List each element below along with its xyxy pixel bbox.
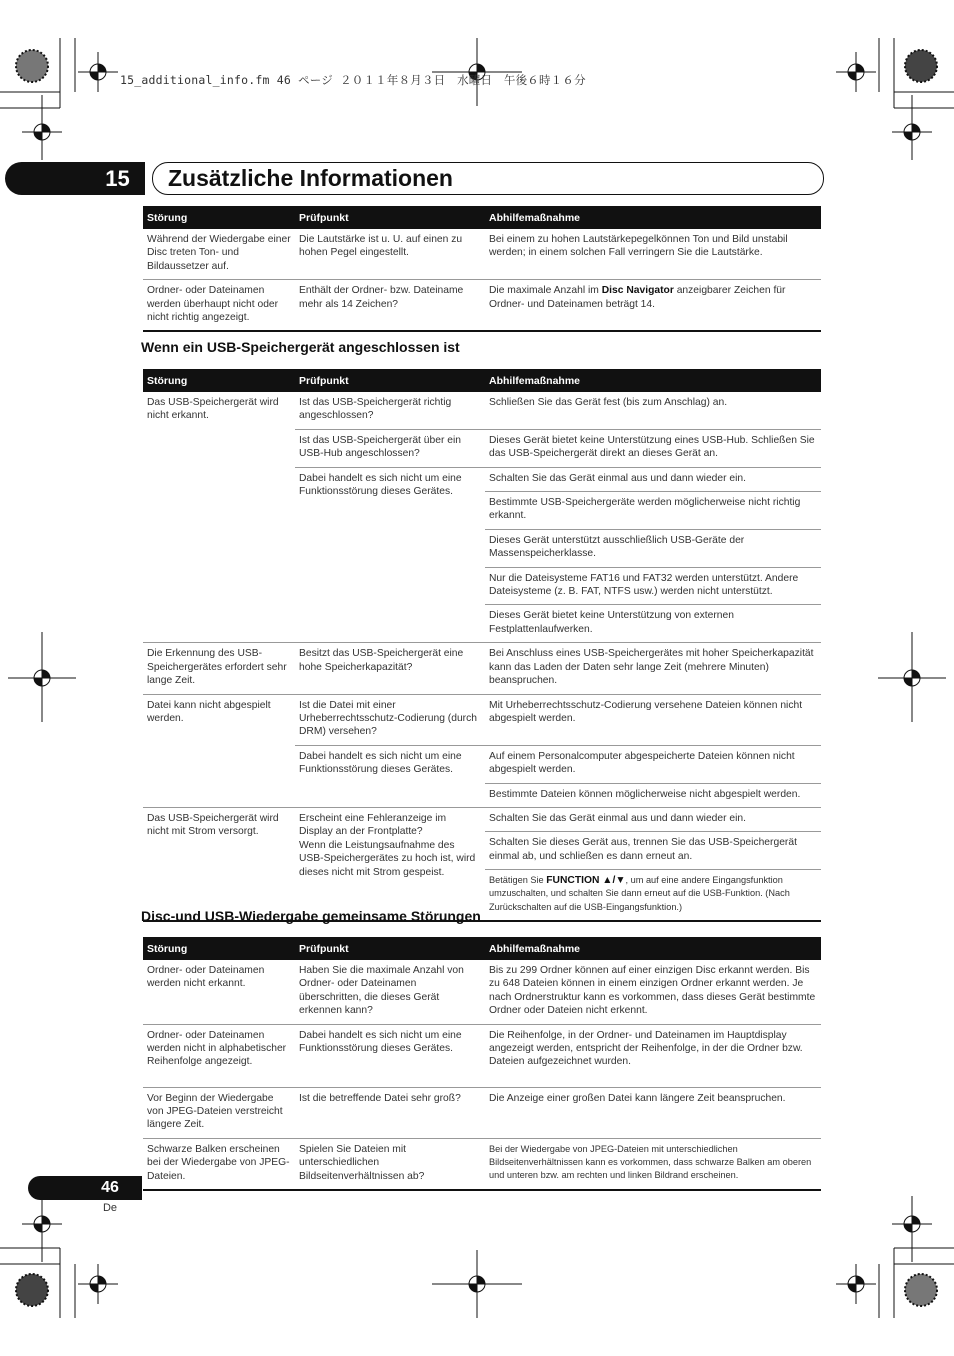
page-language: De xyxy=(102,1202,118,1214)
table-row xyxy=(143,807,821,831)
cell-problem: Ordner- oder Dateinamen werden nicht in alphabetischer Reihenfolge angezeigt. xyxy=(143,1024,295,1087)
cell-remedy: Dieses Gerät bietet keine Unterstützung eines USB-Hub. Schließen Sie das USB-Speichergerät direkt an dieses Gerät an. xyxy=(485,429,821,467)
chapter-number: 15 xyxy=(105,166,130,191)
cell-remedy: Schalten Sie das Gerät einmal aus und dann wieder ein. xyxy=(485,467,821,491)
header-stoerung: Störung xyxy=(143,937,295,960)
troubleshooting-table-common xyxy=(143,937,821,1191)
cell-check: Dabei handelt es sich nicht um eine Funktionsstörung dieses Gerätes. xyxy=(295,1024,485,1087)
cell-remedy: Schalten Sie dieses Gerät aus, trennen Sie das USB-Speichergerät einmal ab, und schließen es dann erneut an. xyxy=(485,832,821,870)
table-row xyxy=(143,1087,821,1138)
cell-remedy: Mit Urheberrechtsschutz-Codierung versehene Dateien können nicht abgespielt werden. xyxy=(485,694,821,745)
cell-check: Enthält der Ordner- bzw. Dateiname mehr als 14 Zeichen? xyxy=(295,280,485,332)
header-abhilfe: Abhilfemaßnahme xyxy=(485,937,821,960)
cell-problem: Das USB-Speichergerät wird nicht mit Strom versorgt. xyxy=(143,807,295,920)
remedy-text: anzeigbarer Zeichen für Ordner- und Dateinamen beträgt 14. xyxy=(489,285,786,310)
cell-remedy xyxy=(485,280,821,332)
cell-remedy: Schließen Sie das Gerät fest (bis zum Anschlag) an. xyxy=(485,392,821,429)
disc-navigator-term: Disc Navigator xyxy=(601,285,674,297)
header-pruefpunkt: Prüfpunkt xyxy=(295,369,485,392)
cell-check: Spielen Sie Dateien mit unterschiedlichen Bildseitenverhältnissen ab? xyxy=(295,1138,485,1190)
cell-problem: Ordner- oder Dateinamen werden nicht erkannt. xyxy=(143,960,295,1024)
cell-problem: Das USB-Speichergerät wird nicht erkannt. xyxy=(143,392,295,643)
section-heading-common: Disc-und USB-Wiedergabe gemeinsame Störungen xyxy=(141,908,481,924)
print-slug: 15_additional_info.fm 46 ページ ２０１１年８月３日 水曜日 午後６時１６分 xyxy=(120,73,586,87)
header-pruefpunkt: Prüfpunkt xyxy=(295,206,485,229)
function-key-term: FUNCTION ▲/▼ xyxy=(546,875,626,887)
table-row xyxy=(143,960,821,1024)
page-number: 46 xyxy=(101,1179,119,1196)
cell-remedy: Bestimmte USB-Speichergeräte werden möglicherweise nicht richtig erkannt. xyxy=(485,492,821,530)
header-pruefpunkt: Prüfpunkt xyxy=(295,937,485,960)
cell-check: Ist die betreffende Datei sehr groß? xyxy=(295,1087,485,1138)
remedy-text: Die maximale Anzahl im xyxy=(489,285,602,297)
cell-problem: Während der Wiedergabe einer Disc treten Ton- und Bildaussetzer auf. xyxy=(143,229,295,280)
section-heading-usb: Wenn ein USB-Speichergerät angeschlossen ist xyxy=(141,339,460,355)
table-header xyxy=(143,369,821,392)
cell-remedy: Nur die Dateisysteme FAT16 und FAT32 werden unterstützt. Andere Dateisysteme (z. B. FAT, NTFS usw.) werden nicht unterstützt. xyxy=(485,567,821,605)
cell-remedy: Dieses Gerät bietet keine Unterstützung von externen Festplattenlaufwerken. xyxy=(485,605,821,643)
table-row xyxy=(143,1138,821,1190)
table-row xyxy=(143,229,821,280)
cell-remedy: Bei der Wiedergabe von JPEG-Dateien mit unterschiedlichen Bildseitenverhältnissen kann es vorkommen, dass schwarze Balken am oberen und unteren bzw. am rechten und linken Bildrand erscheinen. xyxy=(485,1138,821,1190)
cell-remedy: Bestimmte Dateien können möglicherweise nicht abgespielt werden. xyxy=(485,783,821,807)
cell-remedy: Bei einem zu hohen Lautstärkepegelkönnen Ton und Bild unstabil werden; in einem solchen Fall verringern Sie die Lautstärke. xyxy=(485,229,821,280)
header-stoerung: Störung xyxy=(143,206,295,229)
cell-check: Besitzt das USB-Speichergerät eine hohe Speicherkapazität? xyxy=(295,643,485,694)
cell-check: Dabei handelt es sich nicht um eine Funktionsstörung dieses Gerätes. xyxy=(295,467,485,643)
table-row xyxy=(143,280,821,332)
cell-problem: Schwarze Balken erscheinen bei der Wiedergabe von JPEG-Dateien. xyxy=(143,1138,295,1190)
cell-remedy: Bis zu 299 Ordner können auf einer einzigen Disc erkannt werden. Bis zu 648 Dateien können in einem einzigen Ordner erkannt werden. Je nach Ordnerstruktur kann es vorkommen, dass dieses Gerät bestimmte Ordner oder Dateien nicht erkennt. xyxy=(485,960,821,1024)
remedy-text: Betätigen Sie xyxy=(489,875,547,886)
cell-remedy: Bei Anschluss eines USB-Speichergerätes mit hoher Speicherkapazität kann das Laden der Daten sehr lange Zeit (mehrere Minuten) beanspruchen. xyxy=(485,643,821,694)
table-header xyxy=(143,937,821,960)
table-header xyxy=(143,206,821,229)
table-row xyxy=(143,1024,821,1087)
cell-check: Ist das USB-Speichergerät über ein USB-Hub angeschlossen? xyxy=(295,429,485,467)
header-stoerung: Störung xyxy=(143,369,295,392)
cell-remedy: Die Anzeige einer großen Datei kann längere Zeit beanspruchen. xyxy=(485,1087,821,1138)
chapter-title: Zusätzliche Informationen xyxy=(168,165,453,191)
header-abhilfe: Abhilfemaßnahme xyxy=(485,369,821,392)
cell-check: Haben Sie die maximale Anzahl von Ordner- oder Dateinamen überschritten, die dieses Gerät erkennen kann? xyxy=(295,960,485,1024)
table-row xyxy=(143,694,821,745)
cell-check: Dabei handelt es sich nicht um eine Funktionsstörung dieses Gerätes. xyxy=(295,745,485,807)
cell-problem: Die Erkennung des USB-Speichergerätes erfordert sehr lange Zeit. xyxy=(143,643,295,694)
header-abhilfe: Abhilfemaßnahme xyxy=(485,206,821,229)
cell-remedy: Die Reihenfolge, in der Ordner- und Dateinamen im Hauptdisplay angezeigt werden, entspricht der Reihenfolge, in der die Ordner bzw. Dateien aufgezeichnet wurden. xyxy=(485,1024,821,1087)
table-row xyxy=(143,643,821,694)
cell-check: Die Lautstärke ist u. U. auf einen zu hohen Pegel eingestellt. xyxy=(295,229,485,280)
cell-problem: Vor Beginn der Wiedergabe von JPEG-Dateien verstreicht längere Zeit. xyxy=(143,1087,295,1138)
cell-problem: Ordner- oder Dateinamen werden überhaupt nicht oder nicht richtig angezeigt. xyxy=(143,280,295,332)
table-row xyxy=(143,392,821,429)
cell-remedy xyxy=(485,870,821,921)
cell-remedy: Auf einem Personalcomputer abgespeicherte Dateien können nicht abgespielt werden. xyxy=(485,745,821,783)
troubleshooting-table-disc xyxy=(143,206,821,332)
cell-check: Erscheint eine Fehleranzeige im Display an der Frontplatte? Wenn die Leistungsaufnahme des USB-Speichergerätes zu hoch ist, wird dieses nicht mit Strom gespeist. xyxy=(295,807,485,920)
cell-check: Ist die Datei mit einer Urheberrechtsschutz-Codierung (durch DRM) versehen? xyxy=(295,694,485,745)
cell-remedy: Schalten Sie das Gerät einmal aus und dann wieder ein. xyxy=(485,807,821,831)
cell-remedy: Dieses Gerät unterstützt ausschließlich USB-Geräte der Massenspeicherklasse. xyxy=(485,529,821,567)
cell-problem: Datei kann nicht abgespielt werden. xyxy=(143,694,295,807)
cell-check: Ist das USB-Speichergerät richtig angeschlossen? xyxy=(295,392,485,429)
remedy-text: , um auf eine andere Eingangsfunktion umzuschalten, und schalten Sie dann erneut auf die USB-Funktion. (Nach Zurückschalten auf die USB-Eingangsfunktion.) xyxy=(489,875,790,912)
troubleshooting-table-usb xyxy=(143,369,821,922)
